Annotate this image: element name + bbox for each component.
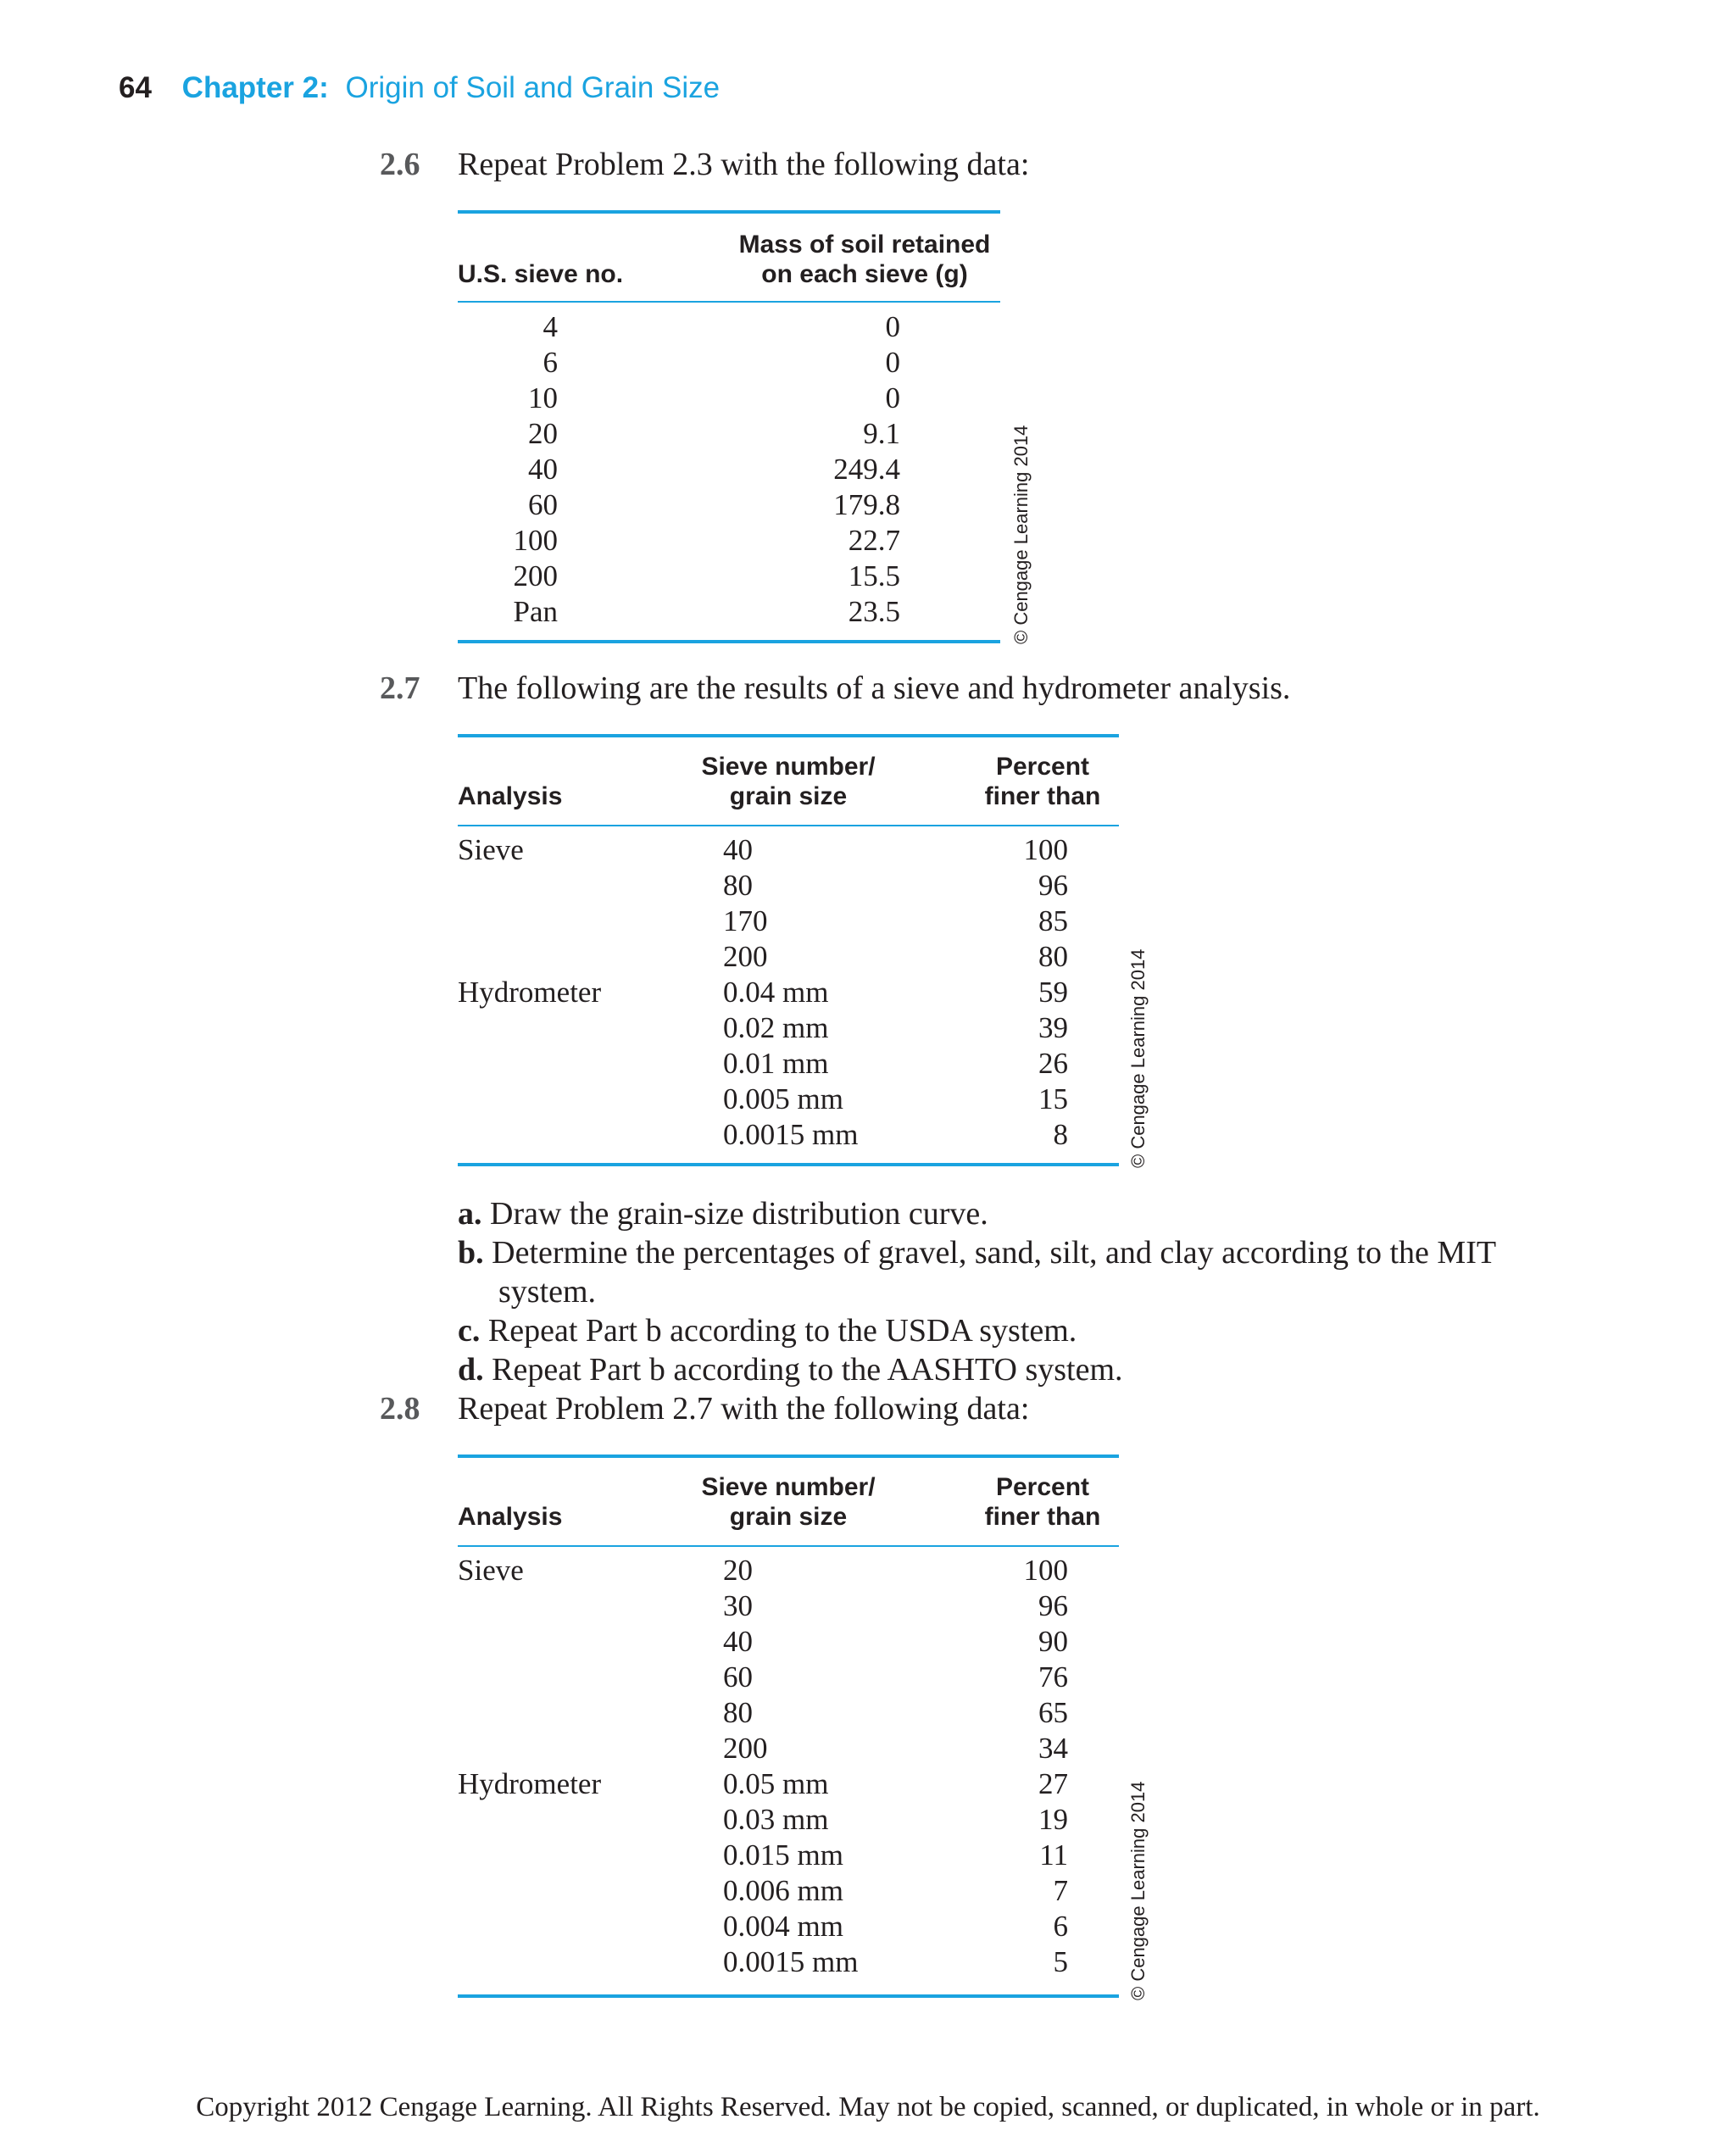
table-cell-sieve: 100 [513,524,558,557]
table-cell-size: 0.05 mm [723,1767,829,1800]
table-cell-size: 40 [723,833,753,866]
table-bottom-rule [458,1163,1119,1166]
part-d [458,1351,1123,1388]
col-header-mass-line1: Mass of soil retained [738,231,991,259]
part-text: Draw the grain-size distribution curve. [490,1196,988,1232]
table-cell-sieve: 60 [528,488,558,521]
table-cell-percent: 19 [1038,1803,1068,1836]
col-header-percent-line1: Percent [995,1473,1090,1501]
col-header-analysis: Analysis [458,782,563,810]
table-cell-percent: 34 [1038,1732,1068,1765]
table-cell-percent: 27 [1038,1767,1068,1800]
col-header-size-line2: grain size [729,782,848,810]
table-bottom-rule [458,1994,1119,1998]
image-credit: © Cengage Learning 2014 [1127,948,1149,1168]
table-cell-sieve: 200 [513,559,558,592]
chapter-title: Origin of Soil and Grain Size [345,71,721,104]
table-cell-percent: 6 [1053,1910,1068,1943]
col-header-percent-line2: finer than [984,1503,1101,1531]
table-bottom-rule [458,640,1000,643]
table-cell-size: 0.0015 mm [723,1118,859,1151]
table-cell-mass: 249.4 [833,453,900,486]
table-header-rule [458,825,1119,826]
part-b-continuation: system. [498,1274,597,1310]
table-cell-mass: 22.7 [848,524,900,557]
table-cell-sieve: 40 [528,453,558,486]
table-cell-mass: 0 [885,310,900,343]
table-cell-mass: 0 [885,346,900,379]
table-cell-size: 200 [723,1732,768,1765]
table-top-rule [458,210,1000,214]
table-cell-size: 0.04 mm [723,976,829,1009]
table-cell-percent: 90 [1038,1625,1068,1658]
copyright-footer: Copyright 2012 Cengage Learning. All Rights Reserved. May not be copied, scanned, or duplicated, in whole or in part. [196,2092,1540,2122]
table-cell-percent: 59 [1038,976,1068,1009]
table-cell-mass: 23.5 [848,595,900,628]
col-header-sieve-no: U.S. sieve no. [458,260,624,288]
col-header-size-line1: Sieve number/ [701,1473,876,1501]
part-a [458,1195,988,1232]
table-cell-size: 20 [723,1554,753,1587]
problem-number: 2.7 [380,670,420,706]
part-label: b. [458,1235,484,1271]
table-cell-size: 0.0015 mm [723,1945,859,1978]
col-header-mass-line2: on each sieve (g) [761,260,968,288]
table-cell-size: 30 [723,1589,753,1622]
col-header-size-line2: grain size [729,1503,848,1531]
problem-text: Repeat Problem 2.3 with the following data: [458,147,1030,182]
table-cell-analysis: Sieve [458,1554,524,1587]
table-cell-percent: 11 [1039,1838,1068,1872]
table-cell-sieve: 4 [542,310,558,343]
part-text: Repeat Part b according to the AASHTO system. [492,1352,1123,1388]
table-cell-mass: 9.1 [863,417,900,450]
table-cell-sieve: Pan [513,595,558,628]
part-label: c. [458,1313,481,1349]
table-cell-analysis: Hydrometer [458,976,602,1009]
table-cell-percent: 26 [1038,1047,1068,1080]
image-credit: © Cengage Learning 2014 [1010,425,1032,644]
table-cell-mass: 179.8 [833,488,900,521]
table-cell-sieve: 20 [528,417,558,450]
table-top-rule [458,734,1119,737]
problem-number: 2.8 [380,1391,420,1427]
part-text: Determine the percentages of gravel, sand, silt, and clay according to the MIT [492,1235,1497,1271]
table-cell-size: 80 [723,869,753,902]
col-header-percent-line2: finer than [984,782,1101,810]
table-cell-percent: 96 [1038,1589,1068,1622]
table-cell-percent: 15 [1038,1082,1068,1115]
table-cell-percent: 85 [1038,904,1068,937]
part-label: a. [458,1196,482,1232]
col-header-percent-line1: Percent [995,753,1090,781]
table-cell-size: 0.004 mm [723,1910,843,1943]
table-cell-sieve: 10 [528,381,558,414]
table-cell-percent: 96 [1038,869,1068,902]
part-c [458,1312,1077,1349]
col-header-size-line1: Sieve number/ [701,753,876,781]
table-cell-size: 80 [723,1696,753,1729]
table-cell-size: 0.03 mm [723,1803,829,1836]
table-cell-mass: 0 [885,381,900,414]
table-cell-sieve: 6 [542,346,558,379]
part-text: Repeat Part b according to the USDA system. [487,1313,1077,1349]
col-header-analysis: Analysis [458,1503,563,1531]
table-cell-mass: 15.5 [848,559,900,592]
table-cell-size: 0.02 mm [723,1011,829,1044]
table-cell-percent: 76 [1038,1660,1068,1694]
page-number: 64 [119,71,152,104]
running-header [119,71,720,105]
problem-text: The following are the results of a sieve and hydrometer analysis. [458,670,1291,706]
part-label: d. [458,1352,484,1388]
table-cell-percent: 100 [1023,1554,1068,1587]
table-cell-size: 0.015 mm [723,1838,843,1872]
table-cell-size: 0.006 mm [723,1874,843,1907]
image-credit: © Cengage Learning 2014 [1127,1781,1149,2000]
table-cell-size: 200 [723,940,768,973]
table-cell-percent: 7 [1053,1874,1068,1907]
table-top-rule [458,1455,1119,1458]
table-cell-size: 170 [723,904,768,937]
table-cell-percent: 5 [1053,1945,1068,1978]
problem-text: Repeat Problem 2.7 with the following data: [458,1391,1030,1427]
table-cell-analysis: Sieve [458,833,524,866]
table-cell-size: 60 [723,1660,753,1694]
table-cell-percent: 39 [1038,1011,1068,1044]
table-header-rule [458,1545,1119,1547]
table-cell-percent: 100 [1023,833,1068,866]
table-cell-size: 0.01 mm [723,1047,829,1080]
table-cell-percent: 80 [1038,940,1068,973]
chapter-label: Chapter 2: [181,71,329,104]
table-cell-percent: 65 [1038,1696,1068,1729]
table-header-rule [458,301,1000,303]
problem-number: 2.6 [380,147,420,182]
table-cell-size: 40 [723,1625,753,1658]
table-cell-percent: 8 [1053,1118,1068,1151]
part-b [458,1234,1496,1271]
table-cell-analysis: Hydrometer [458,1767,602,1800]
table-cell-size: 0.005 mm [723,1082,843,1115]
